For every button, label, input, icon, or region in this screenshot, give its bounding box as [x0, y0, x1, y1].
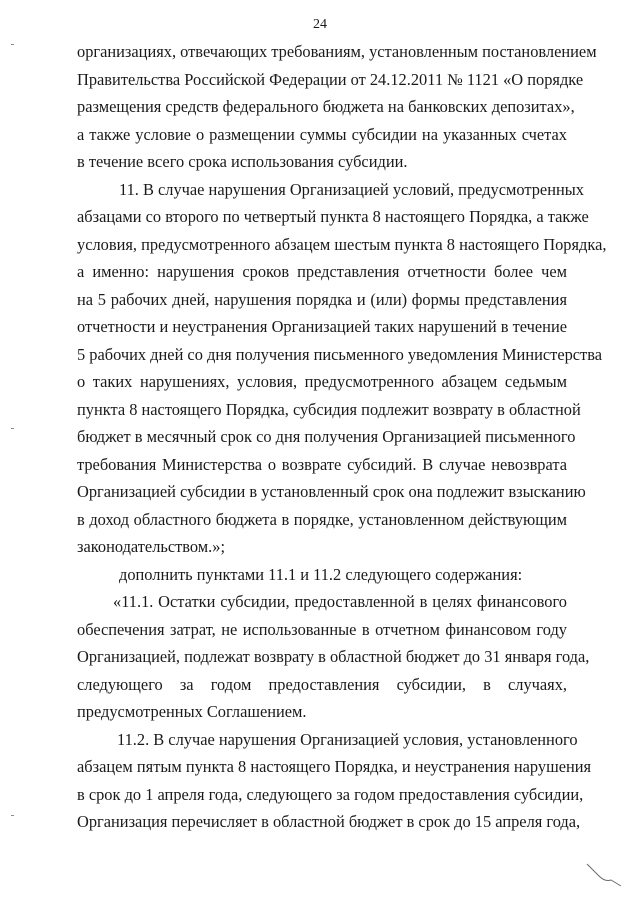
text-line: на 5 рабочих дней, нарушения порядка и (или) формы представления: [77, 290, 567, 309]
text-line: условия, предусмотренного абзацем шестым пункта 8 настоящего Порядка,: [77, 235, 607, 254]
text-line: в срок до 1 апреля года, следующего за годом предоставления субсидии,: [77, 785, 584, 804]
text-line: абзацами со второго по четвертый пункта 8 настоящего Порядка, а также: [77, 207, 589, 226]
text-line: а именно: нарушения сроков представления отчетности более чем: [77, 262, 567, 281]
scan-mark: [11, 44, 14, 45]
text-line: в доход областного бюджета в порядке, установленном действующим: [77, 510, 567, 529]
text-line: пункта 8 настоящего Порядка, субсидия подлежит возврату в областной: [77, 400, 581, 419]
text-line: 11.2. В случае нарушения Организацией условия, установленного: [117, 730, 578, 749]
text-line: требования Министерства о возврате субсидий. В случае невозврата: [77, 455, 567, 474]
text-line: отчетности и неустранения Организацией таких нарушений в течение: [77, 317, 567, 336]
text-line: Организация перечисляет в областной бюджет в срок до 15 апреля года,: [77, 812, 581, 831]
text-line: размещения средств федерального бюджета на банковских депозитах»,: [77, 97, 575, 116]
text-line: предусмотренных Соглашением.: [77, 702, 307, 721]
text-line: Правительства Российской Федерации от 24.12.2011 № 1121 «О порядке: [77, 70, 584, 89]
text-line: 11. В случае нарушения Организацией условий, предусмотренных: [119, 180, 584, 199]
text-line: законодательством.»;: [77, 537, 226, 556]
text-line: а также условие о размещении суммы субсидии на указанных счетах: [77, 125, 567, 144]
text-line: организациях, отвечающих требованиям, установленным постановлением: [77, 42, 597, 61]
scan-mark: [11, 428, 14, 429]
text-line: бюджет в месячный срок со дня получения Организацией письменного: [77, 427, 576, 446]
text-line: следующего за годом предоставления субсидии, в случаях,: [77, 675, 567, 694]
text-line: «11.1. Остатки субсидии, предоставленной в целях финансового: [113, 592, 567, 611]
text-line: Организацией субсидии в установленный срок она подлежит взысканию: [77, 482, 586, 501]
scan-mark: [11, 815, 14, 816]
page-number: 24: [313, 17, 327, 32]
text-line: обеспечения затрат, не использованные в отчетном финансовом году: [77, 620, 567, 639]
text-line: дополнить пунктами 11.1 и 11.2 следующего содержания:: [119, 565, 523, 584]
text-line: в течение всего срока использования субсидии.: [77, 152, 408, 171]
text-line: абзацем пятым пункта 8 настоящего Порядка, и неустранения нарушения: [77, 757, 592, 776]
text-line: Организацией, подлежат возврату в областной бюджет до 31 января года,: [77, 647, 590, 666]
text-line: 5 рабочих дней со дня получения письменного уведомления Министерства: [77, 345, 603, 364]
pen-mark-icon: [585, 860, 625, 890]
text-line: о таких нарушениях, условия, предусмотренного абзацем седьмым: [77, 372, 567, 391]
